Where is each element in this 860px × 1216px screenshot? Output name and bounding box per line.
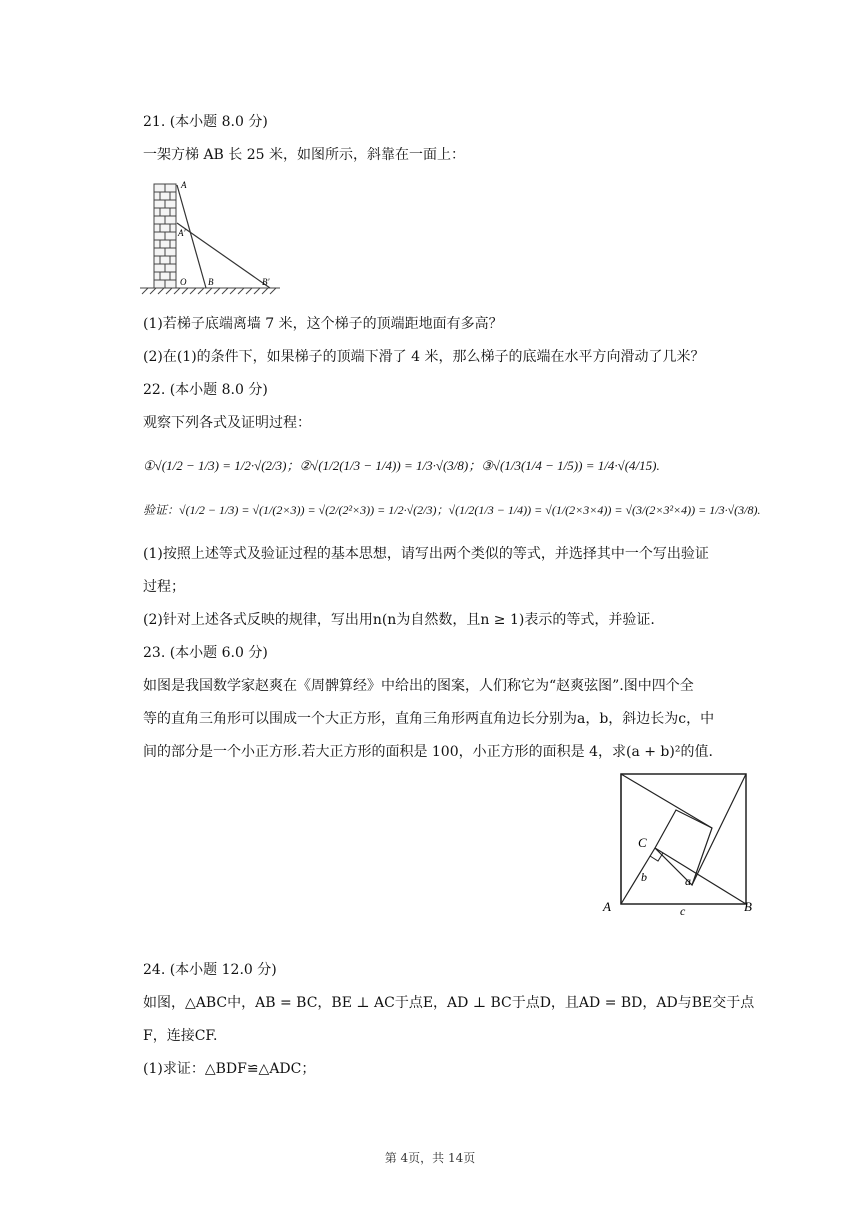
q22-part1-a: (1)按照上述等式及验证过程的基本思想，请写出两个类似的等式，并选择其中一个写出验证 — [143, 546, 709, 562]
zhao-shuang-chord-figure — [598, 770, 760, 922]
q24-part1: (1)求证：△BDF≌△ADC； — [143, 1061, 316, 1077]
q22-part2: (2)针对上述各式反映的规律，写出用n(n为自然数，且n ≥ 1)表示的等式，并验证. — [143, 612, 655, 628]
q23-line2: 等的直角三角形可以围成一个大正方形，直角三角形两直角边长分别为a，b，斜边长为c，中 — [143, 711, 715, 727]
page-footer: 第 4页，共 14页 — [384, 1151, 476, 1165]
q24-line2: F，连接CF. — [143, 1028, 218, 1044]
q21-part2: (2)在(1)的条件下，如果梯子的顶端下滑了 4 米，那么梯子的底端在水平方向滑动了几米？ — [143, 349, 705, 365]
q21-header: 21. (本小题 8.0 分) — [143, 114, 268, 130]
q22-stem: 观察下列各式及证明过程： — [143, 415, 311, 431]
q23-line1: 如图是我国数学家赵爽在《周髀算经》中给出的图案，人们称它为“赵爽弦图”.图中四个全 — [143, 678, 694, 694]
ladder-a2b2 — [177, 223, 270, 288]
q21-stem: 一架方梯 AB 长 25 米，如图所示，斜靠在一面上： — [143, 147, 466, 163]
q22-header: 22. (本小题 8.0 分) — [143, 382, 268, 398]
label-o: O — [180, 277, 187, 287]
q23-line3: 间的部分是一个小正方形.若大正方形的面积是 100，小正方形的面积是 4，求(a + b)²的值. — [143, 744, 713, 760]
label-a: A — [181, 180, 187, 190]
label-b-prime: B' — [262, 277, 270, 287]
label-a-prime: A' — [178, 228, 186, 238]
label-a-side: a — [685, 874, 691, 888]
label-c-vertex: C — [638, 835, 647, 850]
label-b-side: b — [641, 870, 647, 884]
label-b: B — [208, 277, 214, 287]
label-a: A — [603, 899, 611, 914]
label-b: B — [744, 899, 752, 914]
q22-part1-b: 过程； — [143, 579, 185, 595]
ladder-figure — [140, 178, 282, 298]
q21-part1: (1)若梯子底端离墙 7 米，这个梯子的顶端距地面有多高？ — [143, 316, 503, 332]
label-c-side: c — [680, 904, 686, 918]
q23-header: 23. (本小题 6.0 分) — [143, 645, 268, 661]
brick-wall — [154, 184, 176, 288]
ground — [140, 288, 280, 294]
q22-examples: ①√(1/2 − 1/3) = 1/2·√(2/3)；②√(1/2(1/3 − 1/4)) = 1/3·√(3/8)；③√(1/3(1/4 − 1/5)) = 1/4·√(4/15). — [143, 458, 660, 473]
q24-header: 24. (本小题 12.0 分) — [143, 962, 277, 978]
q24-line1: 如图，△ABC中，AB = BC，BE ⊥ AC于点E，AD ⊥ BC于点D，且AD = BD，AD与BE交于点 — [143, 995, 755, 1011]
q22-verify: 验证：√(1/2 − 1/3) = √(1/(2×3)) = √(2/(2²×3)) = 1/2·√(2/3)；√(1/2(1/3 − 1/4)) = √(1/(2×3×4)) = √(3/(2×3²×4)) = 1/3·√(3/8). — [143, 503, 761, 517]
